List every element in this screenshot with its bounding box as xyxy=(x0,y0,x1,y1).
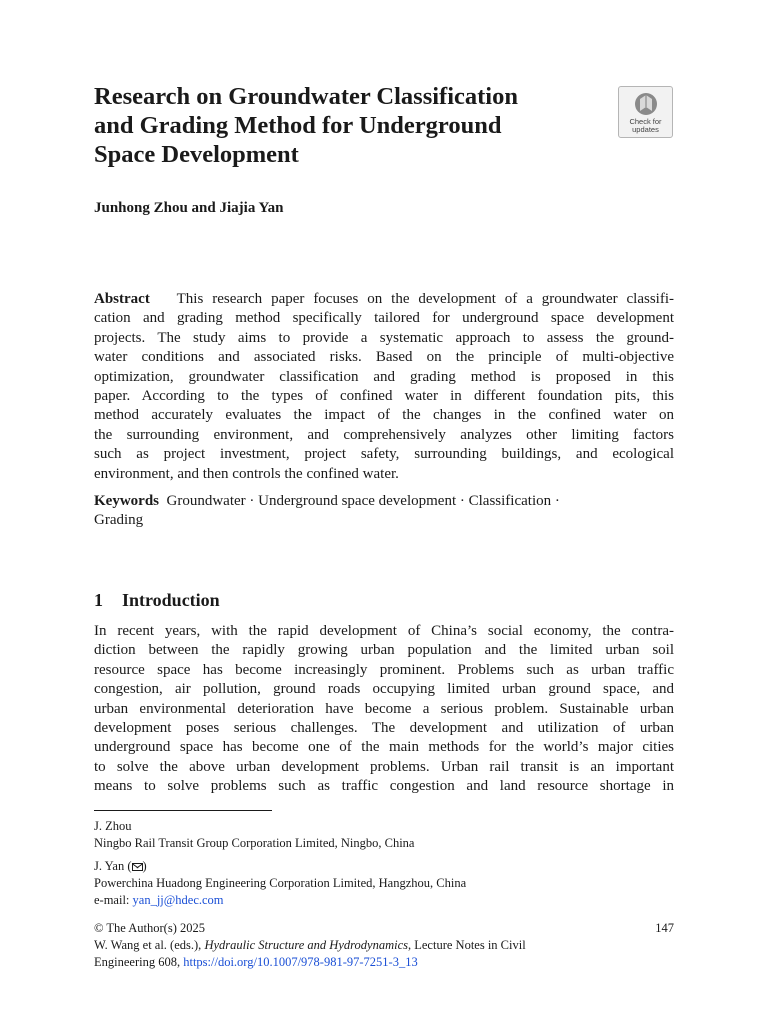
section-number: 1 xyxy=(94,589,103,610)
book-title: Hydraulic Structure and Hydrodynamics xyxy=(204,938,408,952)
abstract-line: environment, and then controls the confined water. xyxy=(94,465,399,482)
series-text: Engineering 608, xyxy=(94,955,184,969)
title-line: Space Development xyxy=(94,141,299,168)
email-row xyxy=(94,892,674,909)
abstract-line: optimization, groundwater classification and grading method is proposed in this xyxy=(94,368,674,385)
abstract-line: such as project investment, project safety, surrounding buildings, and ecological xyxy=(94,446,674,463)
paper-authors: Junhong Zhou and Jiajia Yan xyxy=(94,200,284,216)
copyright-text: © The Author(s) 2025 xyxy=(94,921,205,935)
email-link[interactable]: yan_jj@hdec.com xyxy=(132,893,224,907)
author1-affiliation: Ningbo Rail Transit Group Corporation Limited, Ningbo, China xyxy=(94,836,415,850)
publication-info xyxy=(94,920,674,971)
citation-prefix: W. Wang et al. (eds.), xyxy=(94,938,205,952)
citation-row xyxy=(94,937,674,954)
abstract-label: Abstract xyxy=(94,291,150,307)
author2-name-close: ) xyxy=(142,859,147,873)
intro-line: congestion, air pollution, ground roads occupying limited urban ground space, and xyxy=(94,681,674,698)
author2-name: J. Yan ( xyxy=(94,859,132,873)
paper-page xyxy=(94,0,674,1024)
paper-title xyxy=(94,82,594,169)
section-heading-introduction xyxy=(94,590,220,611)
author2-affiliation: Powerchina Huadong Engineering Corporation Limited, Hangzhou, China xyxy=(94,876,467,890)
abstract-line xyxy=(94,290,674,309)
title-line: Research on Groundwater Classification xyxy=(94,83,518,110)
abstract-line: cation and grading method specifically tailored for underground space development xyxy=(94,310,674,327)
email-label: e-mail: xyxy=(94,893,133,907)
keywords-list: Groundwater · Underground space development · Classification · xyxy=(166,493,560,509)
keywords-line: Grading xyxy=(94,512,144,529)
abstract-line: the surrounding environment, and comprehensively analyzes other limiting factors xyxy=(94,426,674,443)
check-for-updates-badge[interactable] xyxy=(618,86,673,138)
intro-line: diction between the rapidly growing urban population and the limited urban soil xyxy=(94,642,674,659)
keywords-line xyxy=(94,492,674,511)
intro-line: resource space has become increasingly prominent. Problems such as urban traffic xyxy=(94,661,674,678)
abstract-block xyxy=(94,290,674,484)
series-row xyxy=(94,954,674,971)
badge-text-line: updates xyxy=(632,125,659,134)
intro-line: means to solve problems such as traffic congestion and land resource shortage in xyxy=(94,778,674,795)
abstract-line: paper. According to the types of confined water in different foundation pits, this xyxy=(94,387,674,404)
title-line: and Grading Method for Underground xyxy=(94,112,502,139)
footnote-divider xyxy=(94,810,272,811)
intro-line: underground space has become one of the main methods for the world’s major cities xyxy=(94,739,674,756)
section-title: Introduction xyxy=(122,589,220,610)
intro-line: In recent years, with the rapid development of China’s social economy, the contra- xyxy=(94,623,674,639)
abstract-line: projects. The study aims to provide a systematic approach to assess the ground- xyxy=(94,329,674,346)
abstract-line: method accurately evaluates the impact of the changes in the confined water on xyxy=(94,407,674,424)
introduction-paragraph xyxy=(94,622,674,797)
author1-name: J. Zhou xyxy=(94,819,132,833)
citation-suffix: , Lecture Notes in Civil xyxy=(408,938,526,952)
intro-line: development poses serious challenges. The development and utilization of urban xyxy=(94,719,674,736)
badge-text-line: Check for xyxy=(629,117,662,126)
page-number: 147 xyxy=(655,921,674,935)
keywords-block xyxy=(94,492,674,531)
doi-link[interactable]: https://doi.org/10.1007/978-981-97-7251-3_13 xyxy=(183,955,418,969)
check-for-updates-label xyxy=(619,118,672,134)
author2-name-row xyxy=(94,858,674,875)
intro-line: urban environmental deterioration have become a serious problem. Sustainable urban xyxy=(94,700,674,717)
abstract-text: This research paper focuses on the development of a groundwater classifi- xyxy=(176,291,675,307)
author-footnotes xyxy=(94,818,674,909)
envelope-icon xyxy=(132,863,143,871)
intro-line: to solve the above urban development problems. Urban rail transit is an important xyxy=(94,758,674,775)
copyright-row xyxy=(94,920,674,937)
abstract-line: water conditions and associated risks. Based on the principle of multi-objective xyxy=(94,349,674,366)
check-for-updates-icon xyxy=(631,91,661,117)
keywords-label: Keywords xyxy=(94,493,159,509)
